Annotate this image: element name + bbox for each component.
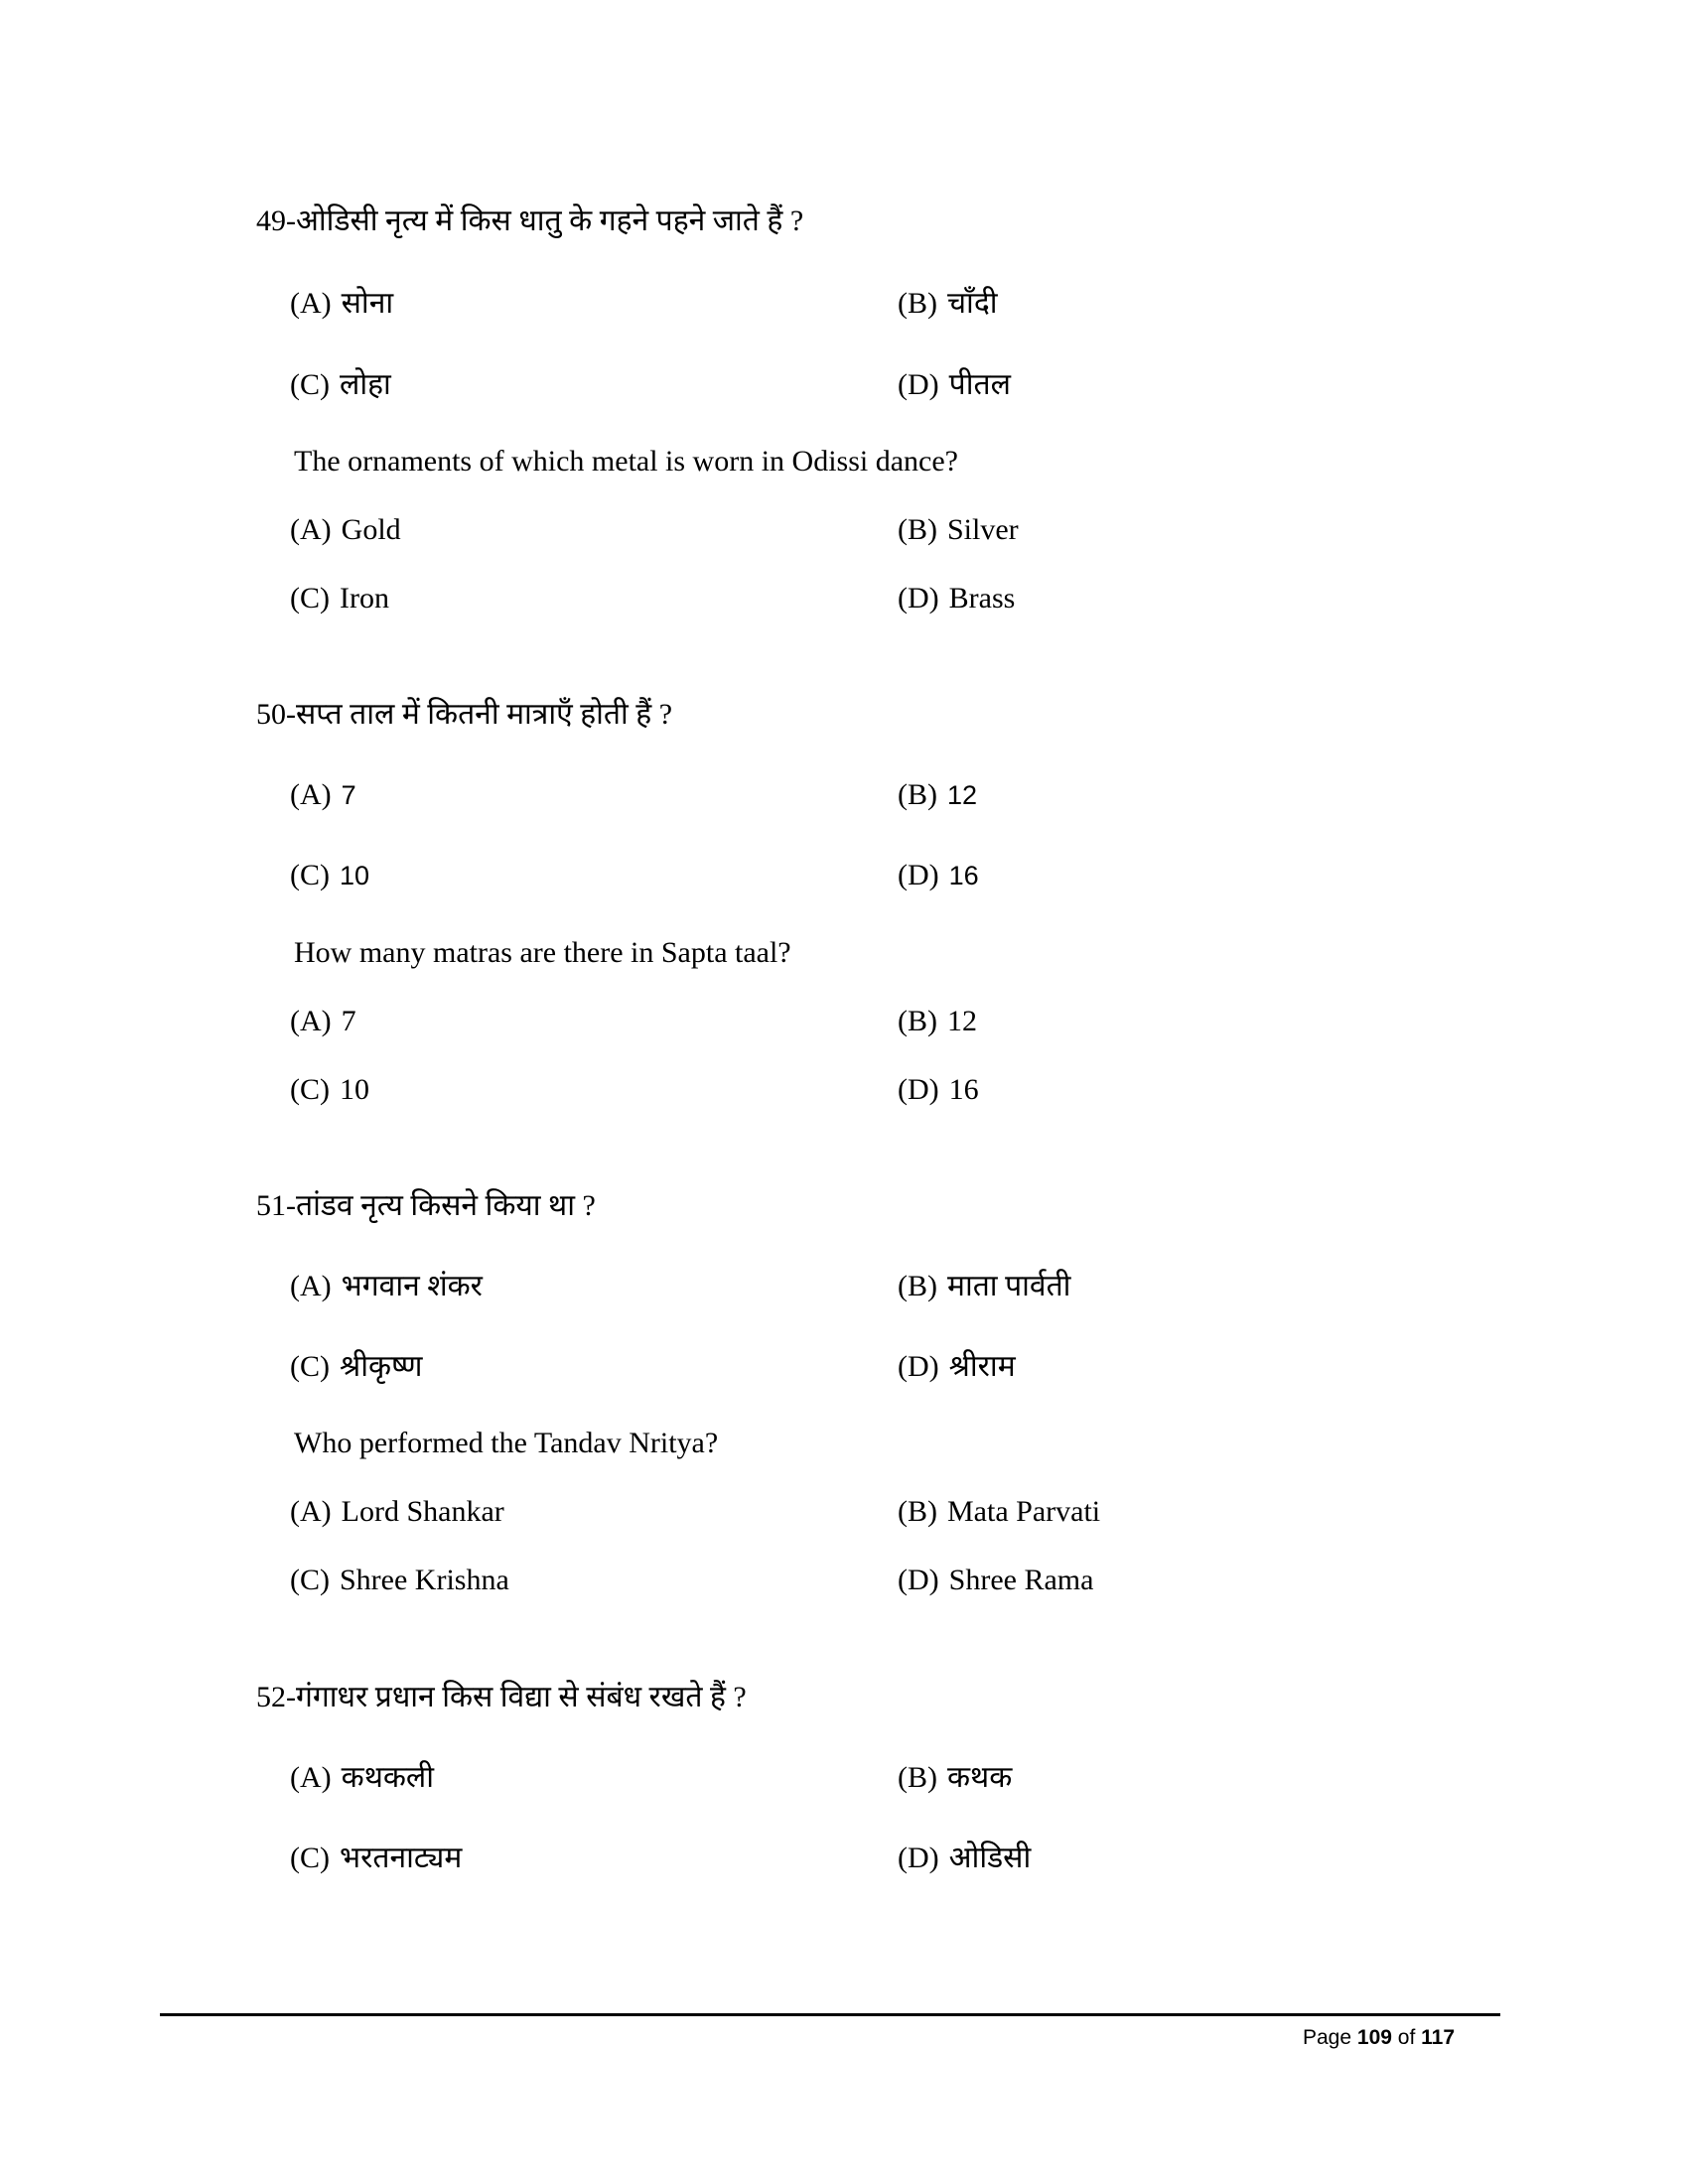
- option-text: Iron: [340, 582, 389, 614]
- option-label: (C): [290, 368, 330, 401]
- option-text: 16: [948, 861, 979, 890]
- option-c: [290, 1561, 509, 1600]
- option-label: (B): [898, 1005, 937, 1037]
- option-label: (A): [290, 1761, 332, 1794]
- option-text: भरतनाट्यम: [340, 1842, 463, 1874]
- option-b: [898, 1002, 977, 1041]
- option-a: [290, 510, 401, 550]
- question-52-hindi: 52-गंगाधर प्रधान किस विद्या से संबंध रखते हैं ?: [256, 1681, 747, 1713]
- question-49-hindi: 49-ओडिसी नृत्य में किस धातु के गहने पहने जाते हैं ?: [256, 205, 804, 237]
- option-a: [290, 1492, 504, 1532]
- option-text: 10: [340, 861, 370, 890]
- question-50-hindi: 50-सप्त ताल में कितनी मात्राएँ होती हैं ?: [256, 698, 673, 731]
- option-text: 7: [341, 1005, 356, 1037]
- option-c: [290, 365, 391, 405]
- option-c: [290, 856, 369, 895]
- question-51-hindi: 51-तांडव नृत्य किसने किया था ?: [256, 1189, 596, 1222]
- option-b: [898, 1492, 1100, 1532]
- question-49-english: The ornaments of which metal is worn in Odissi dance?: [294, 445, 958, 478]
- option-text: Mata Parvati: [947, 1495, 1101, 1528]
- option-d: [898, 579, 1015, 618]
- option-text: Lord Shankar: [341, 1495, 504, 1528]
- option-label: (A): [290, 778, 332, 811]
- option-label: (C): [290, 1842, 330, 1874]
- option-text: सोना: [341, 287, 394, 320]
- option-text: चाँदी: [947, 287, 998, 320]
- option-label: (A): [290, 287, 332, 320]
- option-label: (D): [898, 368, 939, 401]
- option-b: [898, 775, 977, 815]
- option-label: (B): [898, 1495, 937, 1528]
- option-a: [290, 1758, 434, 1798]
- option-text: लोहा: [340, 368, 391, 401]
- current-page: 109: [1356, 2026, 1392, 2049]
- option-a: [290, 775, 356, 815]
- page-number: [1303, 2025, 1455, 2051]
- option-text: श्रीराम: [948, 1350, 1016, 1383]
- option-text: Gold: [341, 513, 401, 546]
- option-text: श्रीकृष्ण: [340, 1350, 423, 1383]
- option-text: Shree Rama: [948, 1564, 1094, 1596]
- option-label: (A): [290, 513, 332, 546]
- option-c: [290, 1839, 462, 1878]
- option-text: 12: [947, 780, 978, 810]
- option-text: Shree Krishna: [340, 1564, 509, 1596]
- option-label: (A): [290, 1270, 332, 1302]
- option-label: (C): [290, 1350, 330, 1383]
- option-text: Brass: [948, 582, 1016, 614]
- option-label: (D): [898, 859, 939, 891]
- option-d: [898, 1070, 979, 1110]
- option-label: (B): [898, 1270, 937, 1302]
- option-label: (B): [898, 778, 937, 811]
- option-text: माता पार्वती: [947, 1270, 1071, 1302]
- question-51-english: Who performed the Tandav Nritya?: [294, 1427, 719, 1459]
- option-label: (C): [290, 582, 330, 614]
- option-b: [898, 1267, 1070, 1306]
- option-c: [290, 1347, 422, 1387]
- option-text: ओडिसी: [948, 1842, 1032, 1874]
- option-a: [290, 1267, 483, 1306]
- option-label: (D): [898, 582, 939, 614]
- option-b: [898, 510, 1019, 550]
- option-label: (D): [898, 1073, 939, 1106]
- option-label: (C): [290, 1564, 330, 1596]
- option-text: 7: [341, 780, 356, 810]
- option-text: कथक: [947, 1761, 1013, 1794]
- option-label: (B): [898, 287, 937, 320]
- option-text: Silver: [947, 513, 1019, 546]
- option-b: [898, 284, 998, 324]
- option-label: (C): [290, 1073, 330, 1106]
- option-a: [290, 1002, 356, 1041]
- option-d: [898, 1839, 1031, 1878]
- option-label: (C): [290, 859, 330, 891]
- option-text: 12: [947, 1005, 977, 1037]
- option-d: [898, 1347, 1016, 1387]
- option-label: (A): [290, 1495, 332, 1528]
- option-b: [898, 1758, 1012, 1798]
- option-label: (D): [898, 1842, 939, 1874]
- option-c: [290, 579, 389, 618]
- option-c: [290, 1070, 369, 1110]
- option-text: कथकली: [341, 1761, 435, 1794]
- total-pages: 117: [1421, 2026, 1456, 2049]
- option-text: 10: [340, 1073, 369, 1106]
- option-d: [898, 365, 1011, 405]
- option-d: [898, 1561, 1093, 1600]
- option-label: (A): [290, 1005, 332, 1037]
- option-label: (B): [898, 1761, 937, 1794]
- page-word: Page: [1303, 2026, 1352, 2049]
- footer-divider: [160, 2013, 1500, 2016]
- of-word: of: [1397, 2026, 1416, 2049]
- option-d: [898, 856, 979, 895]
- option-text: पीतल: [948, 368, 1011, 401]
- option-text: 16: [948, 1073, 979, 1106]
- question-50-english: How many matras are there in Sapta taal?: [294, 936, 791, 969]
- option-label: (D): [898, 1564, 939, 1596]
- option-a: [290, 284, 393, 324]
- option-label: (B): [898, 513, 937, 546]
- option-text: भगवान शंकर: [341, 1270, 483, 1302]
- option-label: (D): [898, 1350, 939, 1383]
